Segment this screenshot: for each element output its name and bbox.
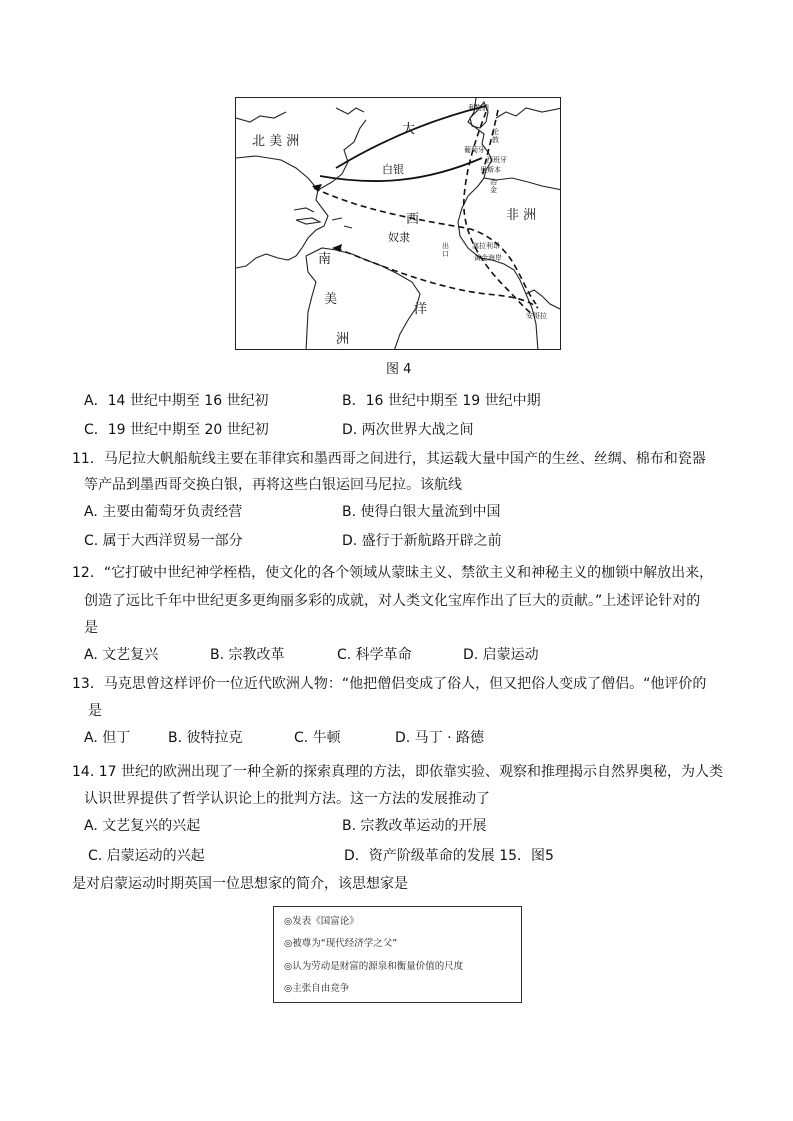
label-chu: 出 <box>442 242 449 250</box>
label-gold-coast: 黄金海岸 <box>474 254 502 262</box>
q12-option-d: D. 启蒙运动 <box>463 647 539 663</box>
q11-option-c: C. 属于大西洋贸易一部分 <box>84 533 243 549</box>
label-lun: 伦 <box>492 128 499 136</box>
q13-stem-line2: 是 <box>88 703 102 719</box>
q10-option-a: A．14 世纪中期至 16 世纪初 <box>84 393 269 409</box>
figure-5-item: ◎被尊为“现代经济学之父” <box>284 938 398 949</box>
figure-5-item: ◎发表《国富论》 <box>284 916 359 927</box>
label-dun: 敦 <box>492 136 499 144</box>
label-mei: 美 <box>324 292 338 307</box>
label-slaves: 奴隶 <box>388 231 410 244</box>
q11-option-b: B. 使得白银大量流到中国 <box>342 504 501 520</box>
silver-route-2 <box>336 106 486 168</box>
q14-option-b: B. 宗教改革运动的开展 <box>342 818 487 834</box>
label-xi: 西 <box>406 212 420 227</box>
q12-option-c: C. 科学革命 <box>337 647 412 663</box>
label-nan: 南 <box>318 252 332 267</box>
figure-4-caption: 图 4 <box>386 362 412 377</box>
label-sierra-leone: 塞拉利昂 <box>472 242 500 250</box>
q11-stem-line1: 11．马尼拉大帆船航线主要在菲律宾和墨西哥之间进行，其运载大量中国产的生丝、丝绸、棉布和瓷器 <box>72 451 706 467</box>
figure-5-item: ◎主张自由竞争 <box>284 983 350 994</box>
north-america-coast <box>236 156 328 268</box>
figure-5-item: ◎认为劳动是财富的源泉和衡量价值的尺度 <box>284 961 464 972</box>
label-jin: 金 <box>490 186 497 194</box>
slave-route-1 <box>314 188 536 307</box>
q13-stem-line1: 13．马克思曾这样评价一位近代欧洲人物：“他把僧侣变成了俗人，但又把俗人变成了僧侣。“他评价的 <box>72 676 707 692</box>
label-portugal: 葡萄牙 <box>464 146 485 154</box>
label-zhou: 洲 <box>336 332 350 347</box>
label-spain: 西班牙 <box>486 156 507 164</box>
caribbean-island <box>296 218 320 224</box>
label-north-america: 北 美 洲 <box>252 134 300 149</box>
q13-option-d: D. 马丁 · 路德 <box>395 730 485 746</box>
q14-stem-line1: 14. 17 世纪的欧洲出现了一种全新的探索真理的方法，即依靠实验、观察和推理揭示自然界奥秘，为人类 <box>72 764 723 780</box>
q12-stem-line1: 12．“它打破中世纪神学桎梏，使文化的各个领域从蒙昧主义、禁欲主义和神秘主义的枷锁中解放出来， <box>72 565 714 581</box>
label-da: 大 <box>402 122 416 137</box>
label-lisbon: 里斯本 <box>480 166 501 174</box>
label-africa: 非 洲 <box>506 208 537 223</box>
q12-stem-line2: 创造了远比千年中世纪更多更绚丽多彩的成就，对人类文化宝库作出了巨大的贡献。”上述评论针对的 <box>84 593 701 609</box>
q11-option-d: D. 盛行于新航路开辟之前 <box>342 533 502 549</box>
q14-option-c: C. 启蒙运动的兴起 <box>88 848 205 864</box>
label-kou: 口 <box>442 250 449 258</box>
q12-option-a: A. 文艺复兴 <box>84 647 159 663</box>
q13-option-c: C. 牛顿 <box>294 730 341 746</box>
q12-option-b: B. 宗教改革 <box>210 647 285 663</box>
q10-option-b: B．16 世纪中期至 19 世纪中期 <box>342 393 541 409</box>
label-yang: 洋 <box>414 302 428 317</box>
q14-option-d: D．资产阶级革命的发展 15．图5 <box>344 848 554 864</box>
q11-stem-line2: 等产品到墨西哥交换白银，再将这些白银运回马尼拉。该航线 <box>84 477 462 493</box>
label-ye: 冶 <box>490 178 497 186</box>
q10-option-d: D. 两次世界大战之间 <box>342 422 474 438</box>
q15-stem: 是对启蒙运动时期英国一位思想家的简介，该思想家是 <box>72 876 408 892</box>
q10-option-c: C．19 世纪中期至 20 世纪初 <box>84 422 269 438</box>
q11-option-a: A. 主要由葡萄牙负责经营 <box>84 504 243 520</box>
q12-stem-line3: 是 <box>84 620 98 636</box>
figure-5-box <box>273 906 522 1003</box>
q13-option-a: A. 但丁 <box>84 730 131 746</box>
slave-route-2 <box>336 248 538 308</box>
q14-stem-line2: 认识世界提供了哲学认识论上的批判方法。这一方法的发展推动了 <box>84 791 490 807</box>
q14-option-a: A. 文艺复兴的兴起 <box>84 818 201 834</box>
q13-option-b: B. 彼特拉克 <box>168 730 243 746</box>
label-liverpool: 利物浦 <box>468 104 489 112</box>
label-silver: 白银 <box>382 163 404 176</box>
label-angola: 安哥拉 <box>526 312 547 320</box>
figure-4-map <box>235 97 561 350</box>
